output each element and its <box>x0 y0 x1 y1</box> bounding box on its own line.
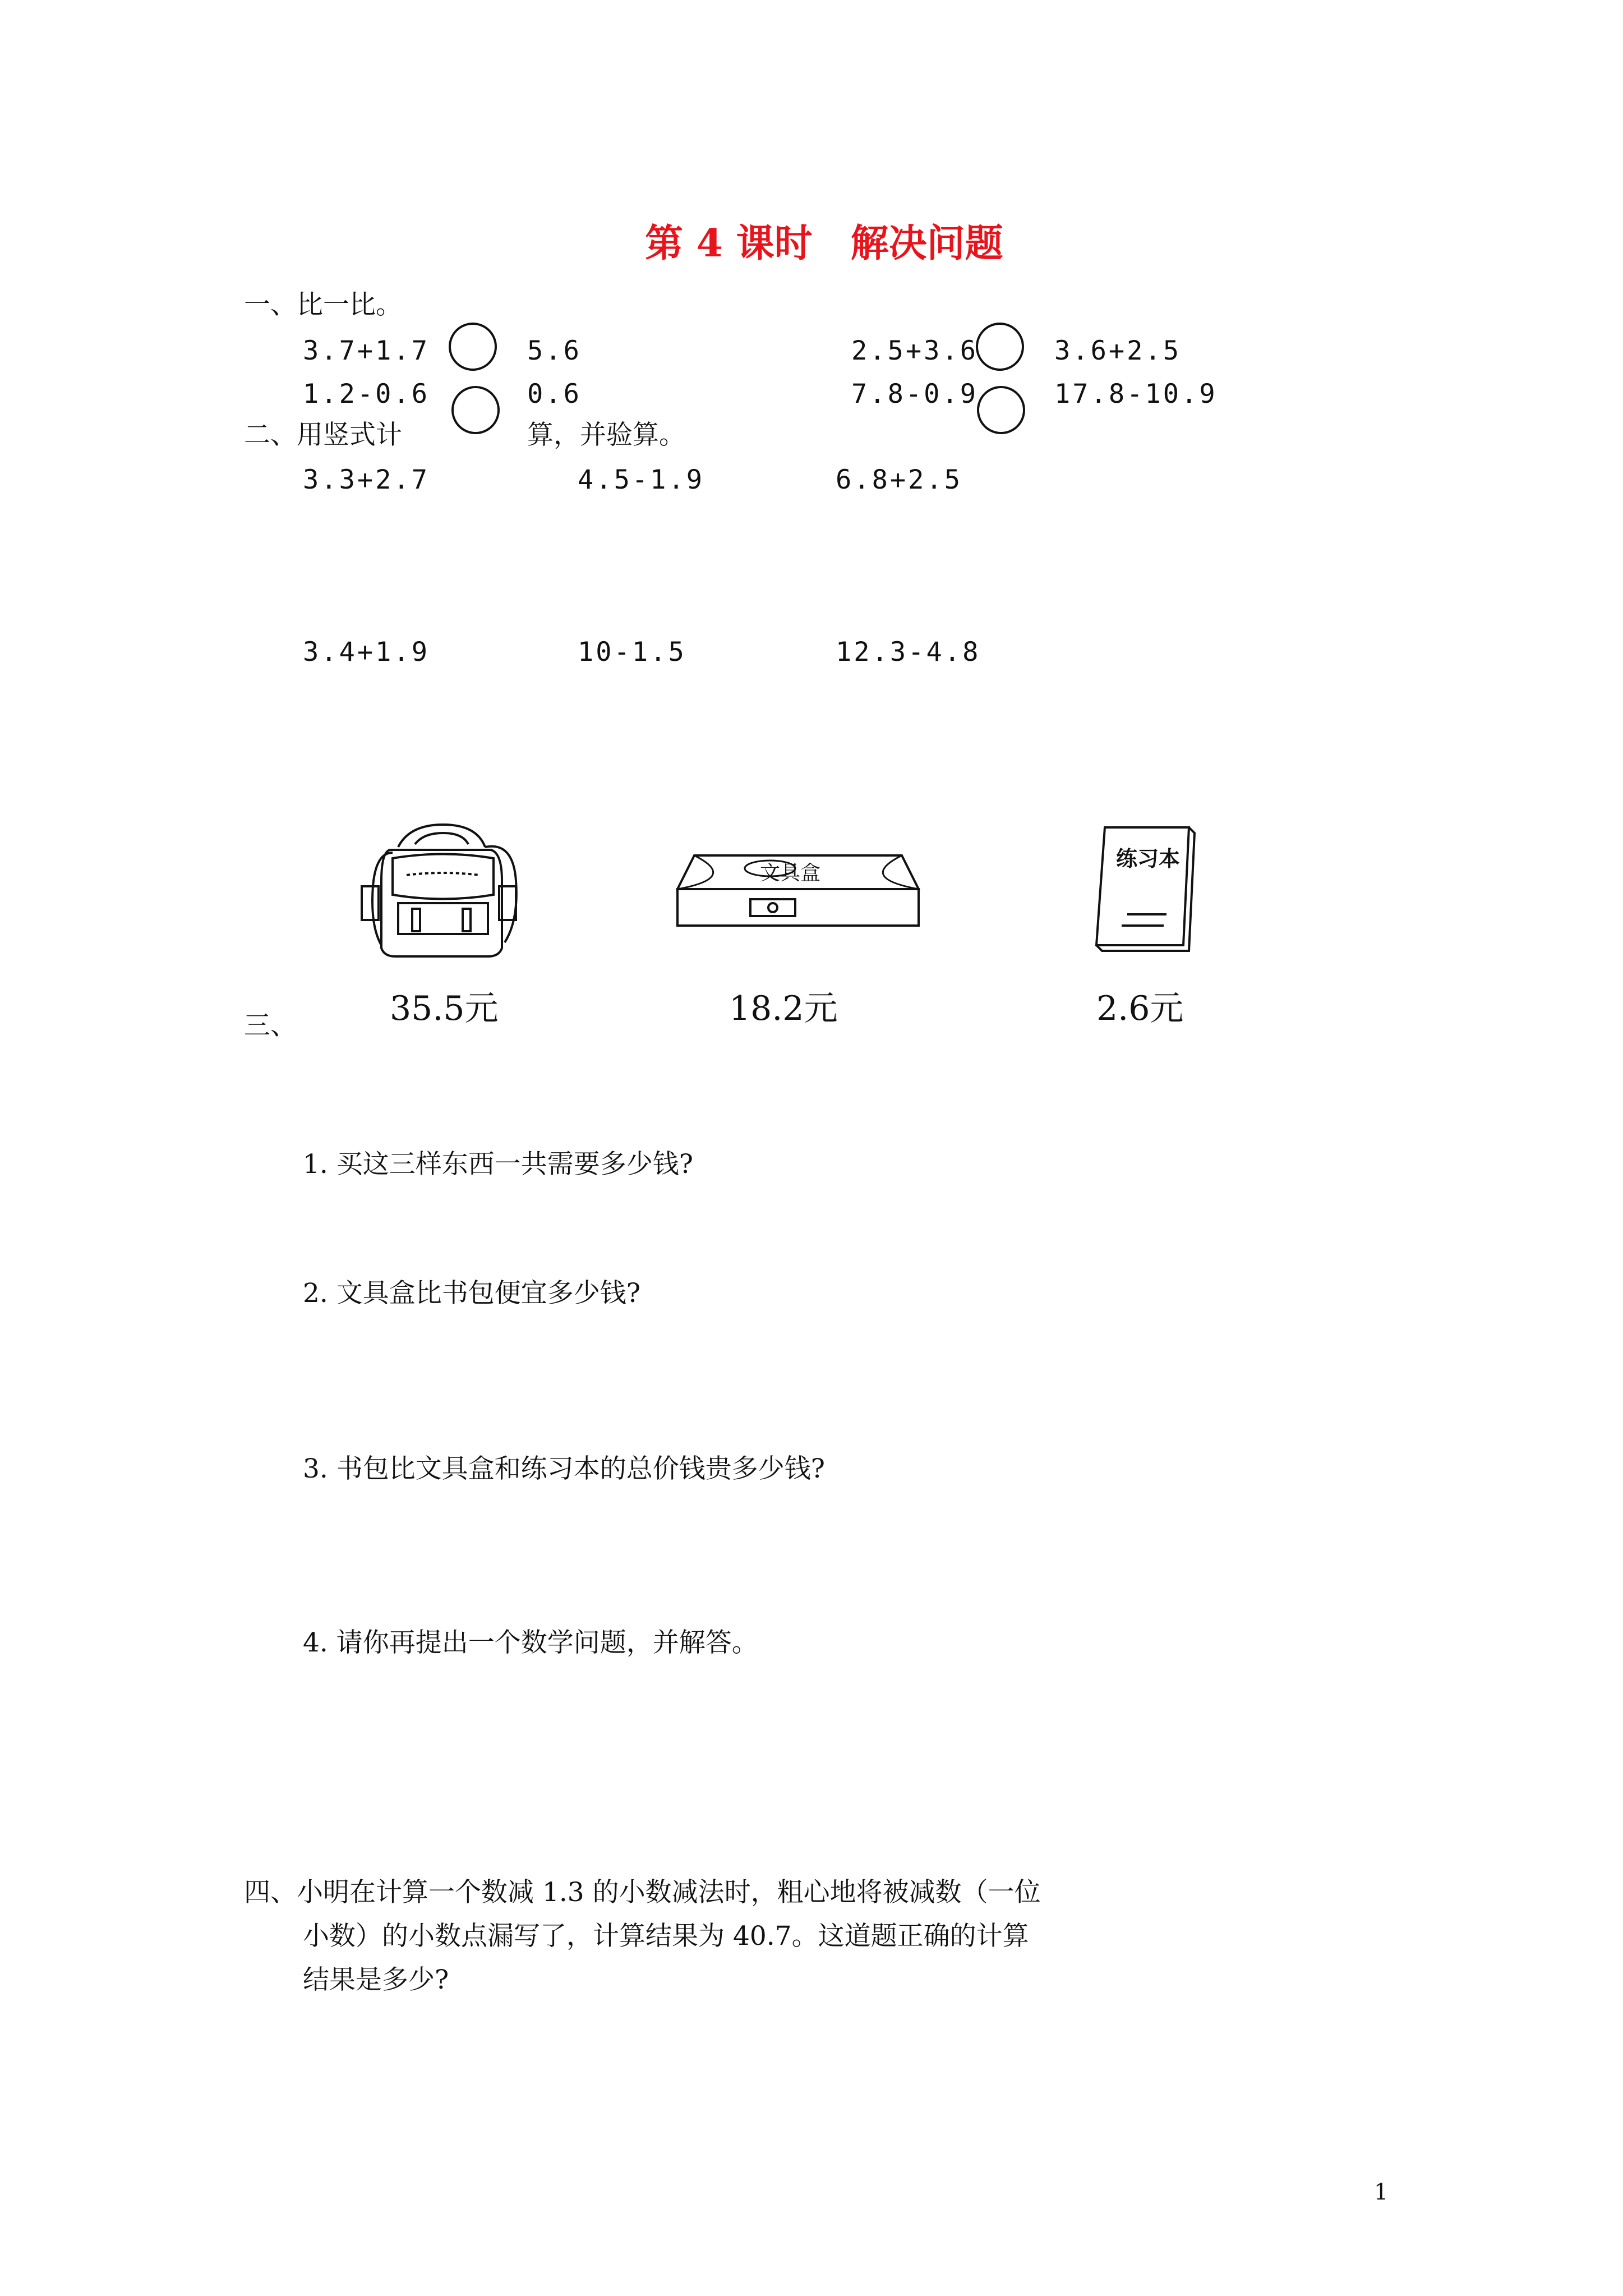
s1-r2-right: 0.6 <box>527 379 582 409</box>
s2-r2-c1: 3.4+1.9 <box>303 637 430 668</box>
question-3: 3. 书包比文具盒和练习本的总价钱贵多少钱? <box>303 1453 825 1484</box>
section3-heading: 三、 <box>244 1010 297 1041</box>
section4-line2: 小数）的小数点漏写了，计算结果为 40.7。这道题正确的计算 <box>303 1921 1029 1952</box>
page-title: 第 4 课时 解决问题 <box>645 221 1003 266</box>
price-pencil-box: 18.2元 <box>729 989 838 1028</box>
s2-r2-c3: 12.3-4.8 <box>836 637 981 668</box>
section2-heading-b: 算，并验算。 <box>527 420 685 450</box>
compare-circle-3[interactable] <box>451 386 500 434</box>
question-4: 4. 请你再提出一个数学问题，并解答。 <box>303 1627 758 1658</box>
section2-heading-a: 二、用竖式计 <box>244 420 402 450</box>
s2-r1-c2: 4.5-1.9 <box>578 464 705 495</box>
question-1: 1. 买这三样东西一共需要多少钱? <box>303 1149 693 1180</box>
price-notebook: 2.6元 <box>1096 989 1184 1028</box>
compare-circle-2[interactable] <box>976 323 1024 371</box>
pencil-box-label: 文具盒 <box>760 862 821 885</box>
compare-circle-4[interactable] <box>977 386 1025 434</box>
page-number: 1 <box>1374 2179 1389 2205</box>
s1-r1-right2: 3.6+2.5 <box>1054 335 1182 366</box>
price-backpack: 35.5元 <box>390 989 499 1028</box>
section4-line1: 四、小明在计算一个数减 1.3 的小数减法时，粗心地将被减数（一位 <box>244 1877 1041 1908</box>
backpack-illustration <box>359 819 522 965</box>
s1-r2-right2: 17.8-10.9 <box>1054 379 1218 409</box>
compare-circle-1[interactable] <box>449 323 497 371</box>
section4-line3: 结果是多少? <box>303 1964 449 1995</box>
section1-heading: 一、比一比。 <box>244 289 402 320</box>
question-2: 2. 文具盒比书包便宜多少钱? <box>303 1278 640 1309</box>
notebook-label: 练习本 <box>1116 846 1181 871</box>
s1-r2-left2: 7.8-0.9 <box>851 379 979 409</box>
s1-r1-right: 5.6 <box>527 335 582 366</box>
s2-r2-c2: 10-1.5 <box>578 637 686 668</box>
s2-r1-c3: 6.8+2.5 <box>836 464 963 495</box>
s1-r2-left: 1.2-0.6 <box>303 379 430 409</box>
s1-r1-left2: 2.5+3.6 <box>851 335 979 366</box>
s1-r1-left: 3.7+1.7 <box>303 335 430 366</box>
s2-r1-c1: 3.3+2.7 <box>303 464 430 495</box>
